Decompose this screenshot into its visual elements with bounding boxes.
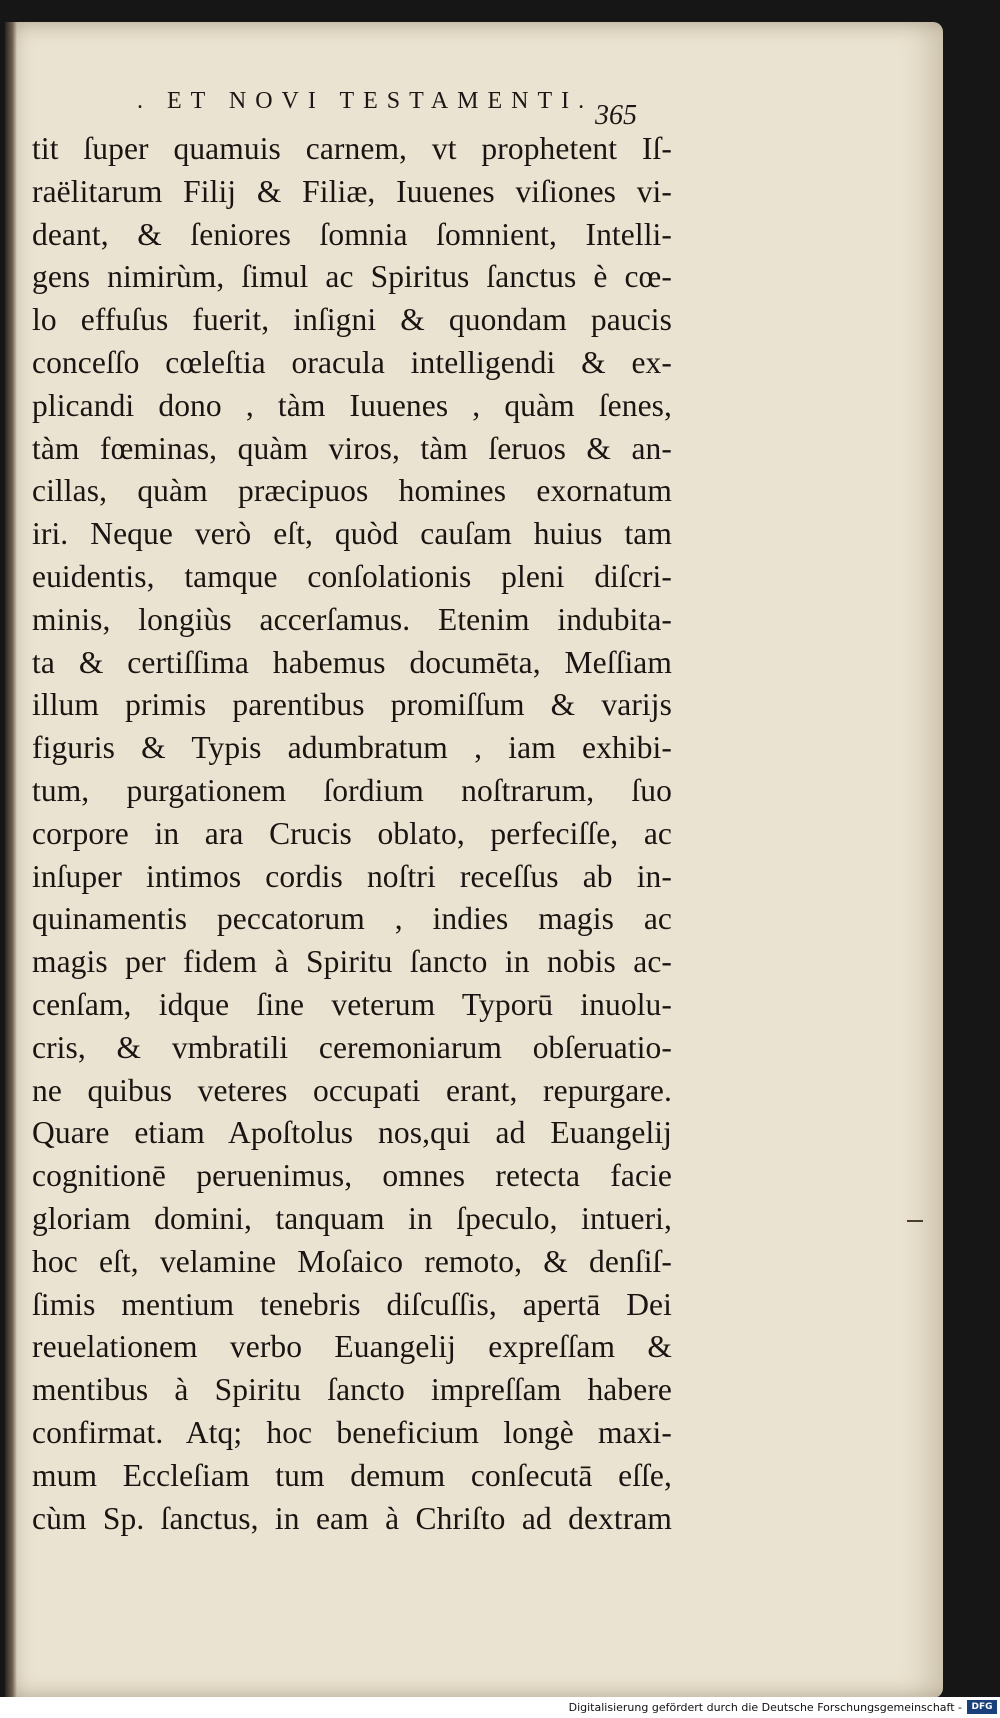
text-line: confirmat. Atq; hoc beneficium longè maxi- bbox=[32, 1414, 672, 1450]
text-line: quinamentis peccatorum , indies magis ac bbox=[32, 901, 672, 937]
dfg-logo: DFG bbox=[967, 1700, 997, 1714]
text-line: gloriam domini, tanquam in ſpeculo, intueri, bbox=[32, 1200, 672, 1236]
digitization-credit: Digitalisierung gefördert durch die Deutsche Forschungsgemeinschaft - bbox=[568, 1701, 962, 1714]
text-line: lo effuſus fuerit, inſigni & quondam paucis bbox=[32, 302, 672, 338]
text-line: minis, longiùs accerſamus. Etenim indubita- bbox=[32, 601, 672, 637]
text-line: tàm fœminas, quàm viros, tàm ſeruos & an- bbox=[32, 430, 672, 466]
text-line: plicandi dono , tàm Iuuenes , quàm ſenes, bbox=[32, 387, 672, 423]
text-line: ne quibus veteres occupati erant, repurgare. bbox=[32, 1072, 672, 1108]
text-line: euidentis, tamque conſolationis pleni diſcri- bbox=[32, 558, 672, 594]
text-line: tit ſuper quamuis carnem, vt prophetent Iſ- bbox=[32, 131, 672, 166]
text-line: magis per fidem à Spiritu ſancto in nobis ac- bbox=[32, 944, 672, 980]
text-line: figuris & Typis adumbratum , iam exhibi- bbox=[32, 730, 672, 766]
text-line: inſuper intimos cordis noſtri receſſus ab in- bbox=[32, 858, 672, 894]
text-line: conceſſo cœleſtia oracula intelligendi & ex- bbox=[32, 344, 672, 380]
text-line: Quare etiam Apoſtolus nos,qui ad Euangelij bbox=[32, 1115, 672, 1151]
text-line: reuelationem verbo Euangelij expreſſam & bbox=[32, 1329, 672, 1365]
text-line: raëlitarum Filij & Filiæ, Iuuenes viſiones vi- bbox=[32, 173, 672, 209]
text-line: cris, & vmbratili ceremoniarum obſeruatio- bbox=[32, 1029, 672, 1065]
text-line: mum Eccleſiam tum demum conſecutā eſſe, bbox=[32, 1457, 672, 1493]
text-line: hoc eſt, velamine Moſaico remoto, & denſiſ- bbox=[32, 1243, 672, 1279]
text-line: illum primis parentibus promiſſum & varijs bbox=[32, 687, 672, 723]
page-number: 365 bbox=[595, 100, 637, 131]
text-line: cùm Sp. ſanctus, in eam à Chriſto ad dextram bbox=[32, 1500, 672, 1536]
text-line: ſimis mentium tenebris diſcuſſis, apertā Dei bbox=[32, 1286, 672, 1322]
text-line: deant, & ſeniores ſomnia ſomnient, Intelli- bbox=[32, 216, 672, 252]
text-line: corpore in ara Crucis oblato, perfeciſſe, ac bbox=[32, 815, 672, 851]
text-line: tum, purgationem ſordium noſtrarum, ſuo bbox=[32, 772, 672, 808]
text-line: mentibus à Spiritu ſancto impreſſam habere bbox=[32, 1372, 672, 1408]
body-text bbox=[32, 128, 672, 1540]
text-line: cillas, quàm præcipuos homines exornatum bbox=[32, 473, 672, 509]
text-line: gens nimirùm, ſimul ac Spiritus ſanctus è cœ- bbox=[32, 259, 672, 295]
text-line: cognitionē peruenimus, omnes retecta facie bbox=[32, 1158, 672, 1194]
running-head: . ET NOVI TESTAMENTI. bbox=[137, 88, 594, 114]
book-page bbox=[5, 22, 943, 1698]
page-gutter bbox=[5, 22, 17, 1698]
text-line: iri. Neque verò eſt, quòd cauſam huius tam bbox=[32, 516, 672, 552]
text-line: cenſam, idque ſine veterum Typorū inuolu- bbox=[32, 986, 672, 1022]
margin-mark bbox=[907, 1220, 923, 1222]
text-line: ta & certiſſima habemus documēta, Meſſiam bbox=[32, 644, 672, 680]
